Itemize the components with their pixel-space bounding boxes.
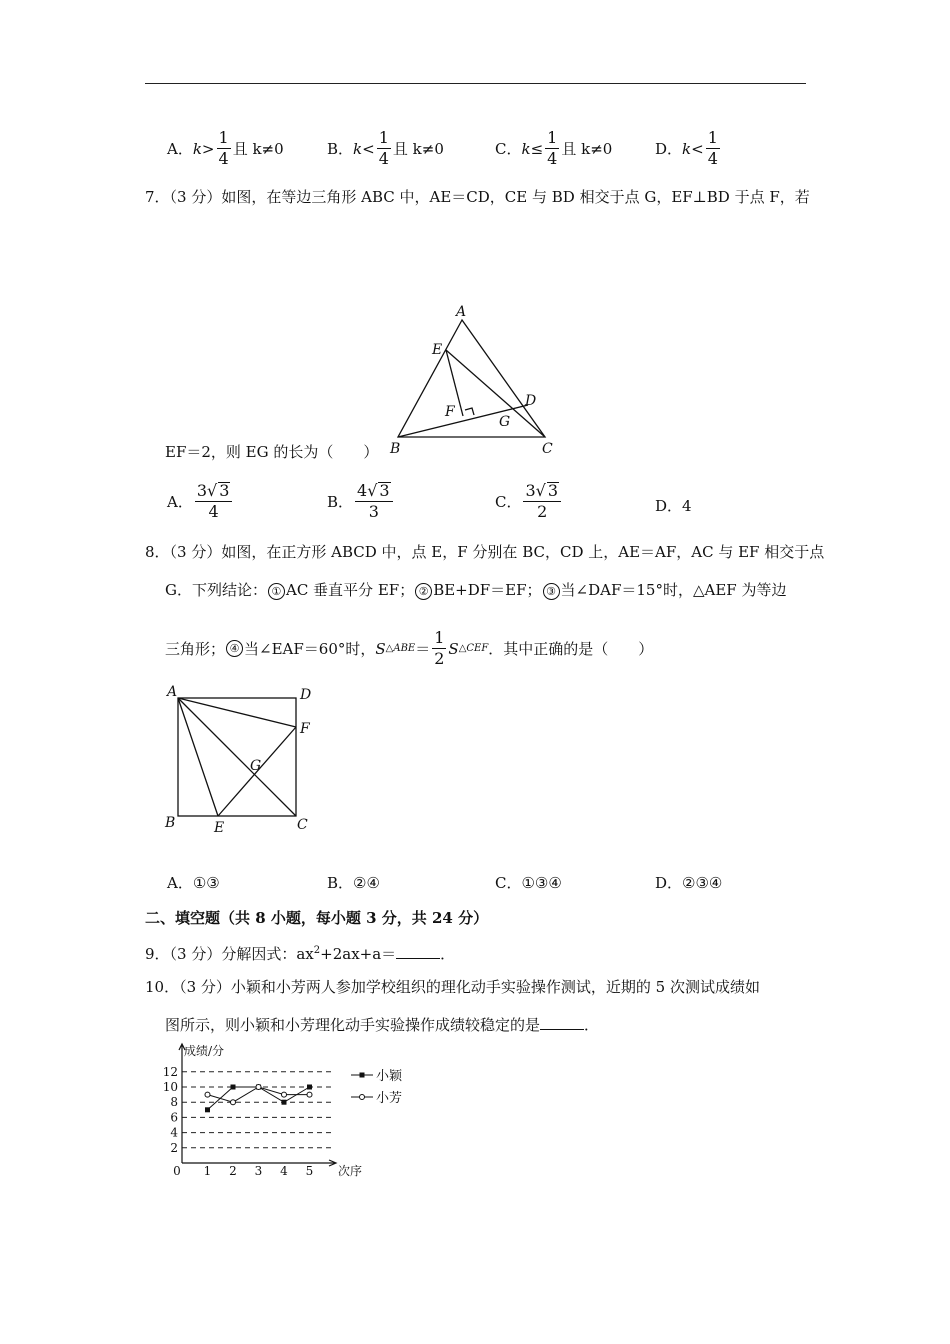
legend-label-1: 小颖: [376, 1069, 403, 1084]
y-tick-4: 4: [170, 1125, 178, 1140]
q10-stem-1: 10．（3 分）小颖和小芳两人参加学校组织的理化动手实验操作测试，近期的 5 次测试成绩如: [145, 978, 760, 996]
label-f: F: [300, 721, 310, 737]
q8-a-choices: ①③: [192, 873, 220, 892]
legend-marker-1: [360, 1073, 365, 1078]
label-d: D: [525, 393, 537, 409]
legend-label-2: 小芳: [376, 1091, 403, 1106]
q8-figure: [160, 680, 330, 840]
series1-point-4: [282, 1100, 287, 1105]
q7-option-d[interactable]: D． 4: [655, 496, 692, 515]
q7-stem-2: EF＝2，则 EG 的长为（ ）: [165, 443, 379, 461]
label-f: F: [445, 404, 455, 420]
section-2-title: 二、填空题（共 8 小题，每小题 3 分，共 24 分）: [145, 909, 489, 927]
label-a: A: [167, 684, 178, 700]
q7-figure: [380, 298, 580, 458]
label-c: C: [542, 441, 553, 457]
q7-option-b[interactable]: B． $\frac{4√ 3}{3}$: [327, 482, 395, 520]
q9-stem: 9．（3 分）分解因式：$ax^2+2ax+a=$ ．: [145, 945, 456, 963]
y-tick-10: 10: [162, 1080, 178, 1094]
y-tick-8: 8: [170, 1095, 178, 1110]
q6-a-pre: k>: [192, 139, 215, 158]
series2-point-5: [307, 1092, 312, 1097]
segment-af: [178, 698, 296, 727]
q7-option-a[interactable]: A． $\frac{3√ 3}{4}$: [167, 482, 234, 520]
y-tick-2: 2: [170, 1140, 178, 1155]
label-a: A: [456, 304, 467, 320]
q8-option-a[interactable]: A． ①③: [167, 873, 220, 892]
right-angle-mark: [465, 408, 474, 415]
series2-point-2: [231, 1100, 236, 1105]
x-tick-2: 2: [229, 1164, 237, 1178]
q7-option-c[interactable]: C． $\frac{3√ 3}{2}$: [495, 482, 563, 520]
q8-stem-3: 三角形； ④ 当∠EAF＝60°时， S △ABE ＝ $\frac{1}{2}$ S △CEF ．其中正确的是（ ）: [165, 628, 654, 668]
label-g: G: [499, 414, 511, 430]
y-tick-6: 6: [170, 1110, 178, 1125]
q8-d-choices: ②③④: [682, 873, 723, 892]
q8-option-c[interactable]: C． ①③④: [495, 873, 562, 892]
q6-a-frac: $\frac{1}{4}$: [218, 128, 229, 168]
x-tick-3: 3: [254, 1164, 263, 1178]
q8-option-b[interactable]: B． ②④: [327, 873, 380, 892]
label-c: C: [297, 817, 308, 833]
q10-answer-blank[interactable]: [540, 1017, 584, 1030]
q8-stem-2: G．下列结论： ① AC 垂直平分 EF； ② BE+DF＝EF； ③ 当∠DAF＝15°时，△AEF 为等边: [165, 581, 787, 599]
x-axis-label: 次序: [338, 1164, 363, 1178]
q8-option-d[interactable]: D． ②③④: [655, 873, 723, 892]
x-tick-5: 5: [305, 1164, 314, 1178]
q8-stem-1: 8．（3 分）如图，在正方形 ABCD 中，点 E，F 分别在 BC，CD 上，AE＝AF，AC 与 EF 相交于点: [145, 543, 825, 561]
q6-option-b[interactable]: B． k< $\frac{1}{4}$ 且 k≠0: [327, 128, 444, 168]
label-d: D: [300, 687, 312, 703]
q10-stem-2: 图所示，则小颖和小芳理化动手实验操作成绩较稳定的是 ．: [165, 1016, 600, 1034]
label-g: G: [250, 758, 262, 774]
x-tick-4: 4: [280, 1164, 288, 1178]
y-axis-label: 成绩/分: [184, 1044, 225, 1058]
series2-point-1: [205, 1092, 210, 1097]
series2-point-3: [256, 1085, 261, 1090]
q10-line-chart: [155, 1035, 425, 1185]
label-b: B: [390, 441, 401, 457]
y-tick-12: 12: [162, 1064, 178, 1079]
label-e: E: [432, 342, 443, 358]
q8-b-choices: ②④: [353, 873, 380, 892]
series-line-1: [208, 1087, 310, 1110]
q8-c-choices: ①③④: [521, 873, 562, 892]
x-tick-1: 1: [203, 1164, 212, 1178]
q9-answer-blank[interactable]: [396, 946, 440, 959]
segment-ae: [178, 698, 218, 816]
series1-point-2: [231, 1085, 236, 1090]
q6-option-c[interactable]: C． k≤ $\frac{1}{4}$ 且 k≠0: [495, 128, 613, 168]
series1-point-1: [205, 1107, 210, 1112]
series2-point-4: [282, 1092, 287, 1097]
header-rule: [145, 83, 806, 84]
series1-point-5: [307, 1085, 312, 1090]
x-tick-0: 0: [173, 1164, 181, 1178]
q7-stem: 7．（3 分）如图，在等边三角形 ABC 中，AE＝CD，CE 与 BD 相交于点 G，EF⊥BD 于点 F，若: [145, 188, 810, 206]
q6-option-d[interactable]: D． k< $\frac{1}{4}$: [655, 128, 718, 168]
diagonal-ac: [178, 698, 296, 816]
label-e: E: [214, 820, 225, 836]
q6-a-post: 且 k≠0: [232, 140, 284, 158]
legend-marker-2: [360, 1095, 365, 1100]
q6-option-a[interactable]: A． k> $\frac{1}{4}$ 且 k≠0: [167, 128, 284, 168]
label-b: B: [165, 815, 176, 831]
